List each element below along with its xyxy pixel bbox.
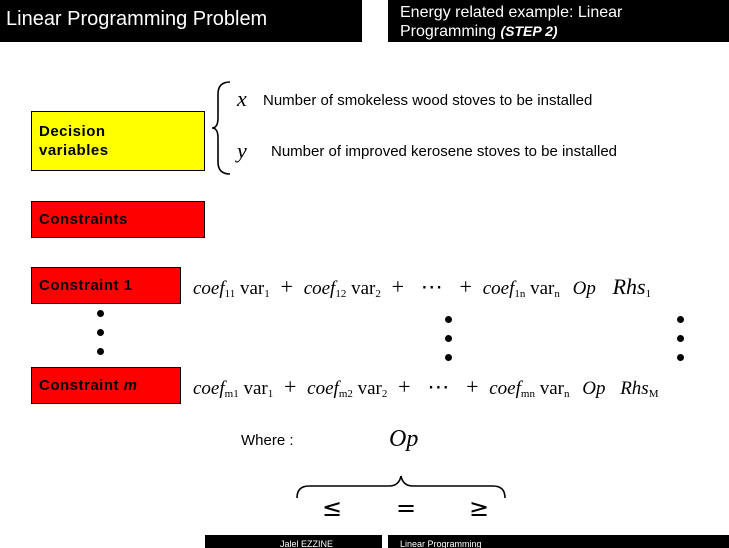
decision-brace [210, 80, 234, 176]
decision-variables-box [31, 111, 205, 171]
constraint-1-box [31, 267, 181, 304]
vertical-dots-right [675, 316, 685, 361]
constraints-label: Constraints [39, 211, 128, 228]
op-symbol: Op [389, 426, 419, 452]
footer-author: Jalel EZZINE [205, 535, 382, 548]
subtitle-line2: Programming [400, 23, 497, 40]
where-label: Where : [241, 432, 294, 449]
constraint-1-label: Constraint 1 [39, 277, 133, 294]
constraint-m-box [31, 367, 181, 404]
subtitle-step: (STEP 2) [500, 23, 558, 39]
slide-title: Linear Programming Problem [0, 0, 362, 42]
greater-equal-symbol: ≥ [469, 494, 490, 522]
constraint-m-equation: coef$_{m1}$ var$_1$ + coef$_{m2}$ var$_2$ + ⋯ + coef$_{mn}$ var$_n$ Op Rhs$_M$ [193, 374, 659, 400]
constraints-box [31, 201, 205, 238]
footer-title: Linear Programming [388, 535, 729, 548]
constraint-1-equation: coef$_{11}$ var$_1$ + coef$_{12}$ var$_2$ + ⋯ + coef$_{1n}$ var$_n$ Op Rhs$_1$ [193, 274, 652, 300]
decision-label-line2: variables [39, 142, 109, 159]
subtitle-line1: Energy related example: Linear [400, 4, 623, 21]
constraint-m-label: Constraint m [39, 377, 138, 394]
x-description: Number of smokeless wood stoves to be installed [263, 92, 593, 109]
y-variable: y [237, 138, 247, 163]
equal-symbol: = [396, 494, 417, 522]
vertical-dots-left [95, 310, 105, 355]
x-variable: x [237, 86, 247, 111]
y-description: Number of improved kerosene stoves to be installed [271, 143, 618, 160]
decision-label-line1: Decision [39, 123, 106, 140]
vertical-dots-middle [443, 316, 453, 361]
less-equal-symbol: ≤ [322, 494, 343, 522]
slide-subtitle [388, 0, 729, 42]
